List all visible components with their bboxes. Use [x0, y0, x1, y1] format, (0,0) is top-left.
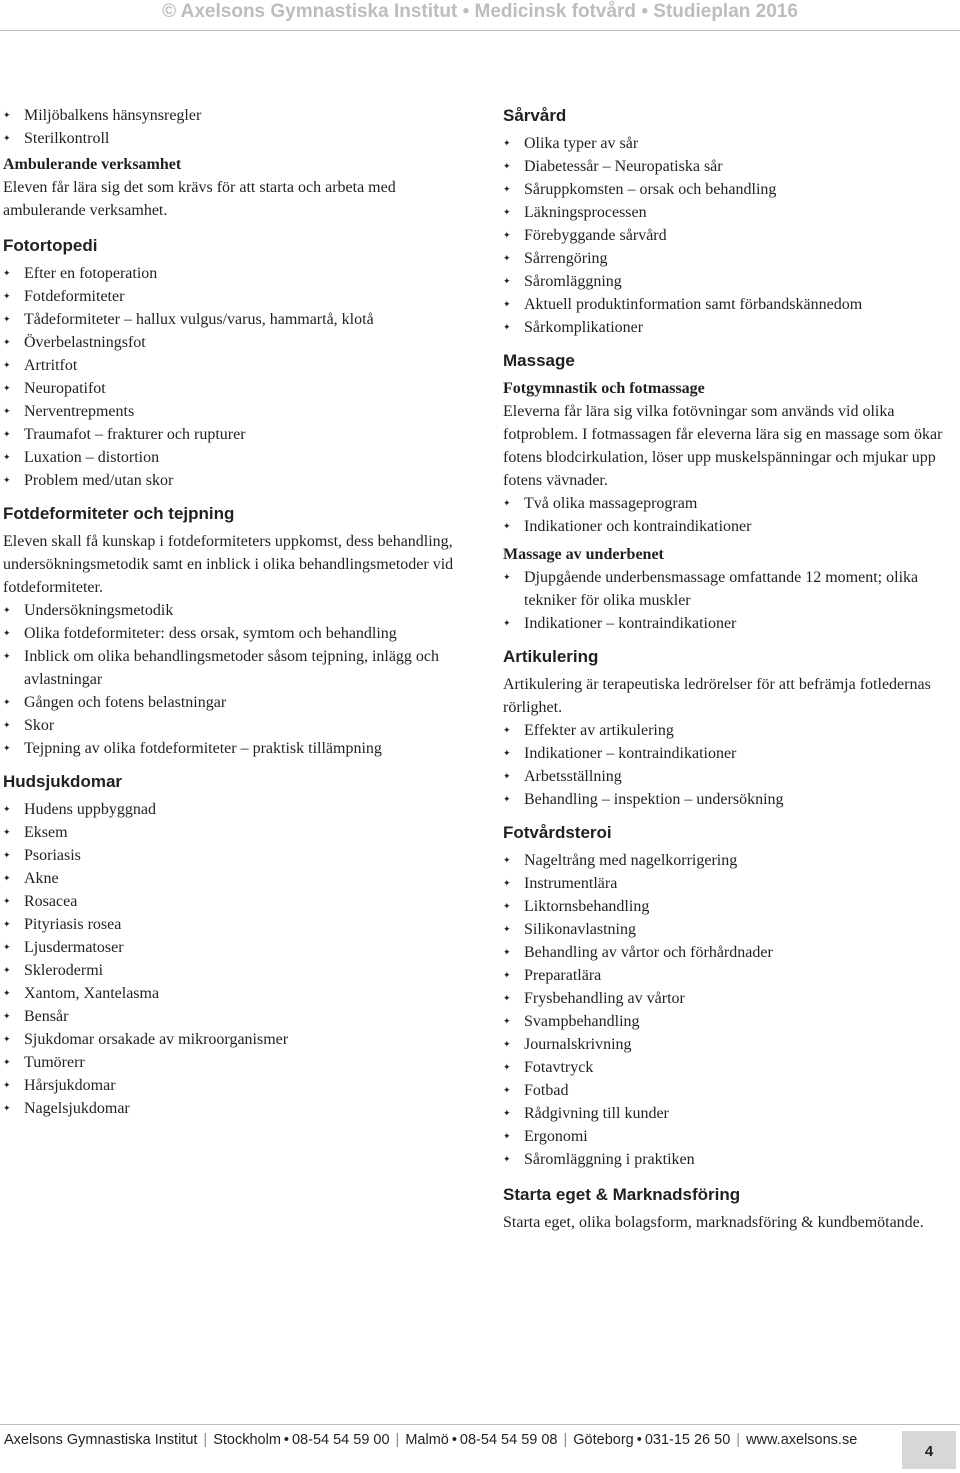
bullet-icon: ✦ [3, 268, 11, 278]
fotvardsteroi-heading: Fotvårdsteroi [503, 823, 612, 842]
artikulering-list [503, 719, 948, 811]
header-dot: • [641, 1, 648, 22]
list-item [503, 941, 948, 964]
list-item [503, 765, 948, 788]
list-item [503, 872, 948, 895]
list-item-text: Diabetessår – Neuropatiska sår [524, 158, 723, 175]
artikulering-text: Artikulering är terapeutiska ledrörelser för att befrämja fotledernas rörlighet. [503, 676, 931, 716]
bullet-icon: ✦ [3, 743, 11, 753]
list-item-text: Såruppkomsten – orsak och behandling [524, 181, 777, 198]
bullet-icon: ✦ [503, 1108, 511, 1118]
fotortopedi-heading: Fotortopedi [3, 236, 98, 255]
bullet-icon: ✦ [503, 138, 511, 148]
footer-website[interactable]: www.axelsons.se [746, 1432, 858, 1448]
list-item [3, 446, 473, 469]
list-item [3, 890, 473, 913]
bullet-icon: ✦ [3, 383, 11, 393]
bullet-icon: ✦ [3, 628, 11, 638]
massage-list [503, 492, 948, 538]
footer-malmo: Malmö [405, 1432, 449, 1448]
list-item [503, 964, 948, 987]
list-item-text: Instrumentlära [524, 875, 618, 892]
list-item-text: Läkningsprocessen [524, 204, 647, 221]
bullet-icon: ✦ [3, 919, 11, 929]
fotortopedi-list [3, 262, 473, 492]
list-item-text: Bensår [24, 1008, 69, 1025]
list-item-text: Tejpning av olika fotdeformiteter – praktisk tillämpning [24, 740, 382, 757]
bullet-icon: ✦ [3, 965, 11, 975]
bullet-icon: ✦ [503, 521, 511, 531]
list-item-text: Fotbad [524, 1082, 569, 1099]
list-item [3, 308, 473, 331]
list-item [3, 1051, 473, 1074]
list-item-text: Skor [24, 717, 55, 734]
ambulerande-heading: Ambulerande verksamhet [3, 156, 182, 173]
list-item [3, 913, 473, 936]
bullet-icon: ✦ [503, 878, 511, 888]
list-item-text: Rådgivning till kunder [524, 1105, 669, 1122]
footer-dot: • [451, 1432, 457, 1448]
massage-heading: Massage [503, 351, 575, 370]
bullet-icon: ✦ [3, 1080, 11, 1090]
list-item [503, 918, 948, 941]
list-item-text: Behandling – inspektion – undersökning [524, 791, 784, 808]
bullet-icon: ✦ [503, 184, 511, 194]
bullet-icon: ✦ [3, 896, 11, 906]
list-item-text: Sklerodermi [24, 962, 104, 979]
intro-list [3, 104, 473, 150]
bullet-icon: ✦ [503, 299, 511, 309]
fotvardsteroi-list [503, 849, 948, 1171]
ambulerande-text: Eleven får lära sig det som krävs för att starta och arbeta med ambulerande verksamhet. [3, 179, 396, 219]
list-item-text: Undersökningsmetodik [24, 602, 174, 619]
footer-separator: | [395, 1432, 400, 1448]
list-item [3, 354, 473, 377]
list-item-text: Sårrengöring [524, 250, 608, 267]
artikulering-heading: Artikulering [503, 647, 599, 666]
list-item-text: Indikationer – kontraindikationer [524, 745, 737, 762]
list-item [503, 492, 948, 515]
list-item-text: Nageltrång med nagelkorrigering [524, 852, 738, 869]
list-item [3, 691, 473, 714]
list-item [3, 1005, 473, 1028]
list-item [3, 798, 473, 821]
list-item-text: Indikationer – kontraindikationer [524, 615, 737, 632]
starta-heading: Starta eget & Marknadsföring [503, 1185, 741, 1204]
page-number: 4 [902, 1431, 956, 1469]
list-item [503, 1033, 948, 1056]
list-item [3, 959, 473, 982]
header-plan: Studieplan 2016 [653, 1, 798, 22]
list-item-text: Luxation – distortion [24, 449, 160, 466]
bullet-icon: ✦ [503, 993, 511, 1003]
bullet-icon: ✦ [3, 720, 11, 730]
list-item-text: Sjukdomar orsakade av mikroorganismer [24, 1031, 289, 1048]
list-item-text: Ljusdermatoser [24, 939, 124, 956]
list-item-text: Rosacea [24, 893, 78, 910]
bullet-icon: ✦ [503, 771, 511, 781]
bullet-icon: ✦ [503, 618, 511, 628]
list-item-text: Effekter av artikulering [524, 722, 674, 739]
list-item [3, 423, 473, 446]
list-item-text: Xantom, Xantelasma [24, 985, 160, 1002]
list-item [3, 844, 473, 867]
list-item-text: Miljöbalkens hänsynsregler [24, 107, 202, 124]
list-item-text: Aktuell produktinformation samt förbandskännedom [524, 296, 863, 313]
list-item [3, 936, 473, 959]
bullet-icon: ✦ [503, 970, 511, 980]
bullet-icon: ✦ [3, 291, 11, 301]
bullet-icon: ✦ [3, 360, 11, 370]
bullet-icon: ✦ [3, 873, 11, 883]
bullet-icon: ✦ [503, 947, 511, 957]
bullet-icon: ✦ [3, 1057, 11, 1067]
list-item [3, 599, 473, 622]
list-item-text: Problem med/utan skor [24, 472, 174, 489]
list-item [503, 1010, 948, 1033]
list-item-text: Pityriasis rosea [24, 916, 122, 933]
list-item [503, 1056, 948, 1079]
bullet-icon: ✦ [503, 230, 511, 240]
list-item-text: Hårsjukdomar [24, 1077, 116, 1094]
sarvard-list [503, 132, 948, 339]
list-item-text: Sårkomplikationer [524, 319, 644, 336]
list-item-text: Överbelastningsfot [24, 334, 146, 351]
list-item-text: Såromläggning [524, 273, 622, 290]
bullet-icon: ✦ [3, 133, 11, 143]
list-item [503, 612, 948, 635]
header-copyright: © Axelsons Gymnastiska Institut [162, 1, 458, 22]
list-item [503, 178, 948, 201]
list-item [503, 201, 948, 224]
right-column [503, 104, 948, 1234]
fotdeformiteter-heading: Fotdeformiteter och tejpning [3, 504, 235, 523]
list-item-text: Efter en fotoperation [24, 265, 158, 282]
footer-dot: • [283, 1432, 289, 1448]
bullet-icon: ✦ [503, 161, 511, 171]
list-item-text: Ergonomi [524, 1128, 588, 1145]
bullet-icon: ✦ [503, 572, 511, 582]
bullet-icon: ✦ [503, 322, 511, 332]
list-item [503, 788, 948, 811]
list-item-text: Journalskrivning [524, 1036, 632, 1053]
list-item [3, 127, 473, 150]
list-item [503, 247, 948, 270]
bullet-icon: ✦ [3, 475, 11, 485]
list-item-text: Tumörerr [24, 1054, 85, 1071]
list-item [3, 469, 473, 492]
bullet-icon: ✦ [3, 605, 11, 615]
bullet-icon: ✦ [3, 1034, 11, 1044]
list-item-text: Akne [24, 870, 59, 887]
bullet-icon: ✦ [503, 924, 511, 934]
bullet-icon: ✦ [503, 1016, 511, 1026]
list-item-text: Psoriasis [24, 847, 81, 864]
bullet-icon: ✦ [503, 498, 511, 508]
list-item-text: Frysbehandling av vårtor [524, 990, 685, 1007]
list-item [3, 400, 473, 423]
footer-contact [4, 1432, 857, 1448]
list-item-text: Två olika massageprogram [524, 495, 698, 512]
list-item-text: Indikationer och kontraindikationer [524, 518, 752, 535]
bullet-icon: ✦ [3, 697, 11, 707]
footer-malmo-phone: 08-54 54 59 08 [459, 1432, 558, 1448]
list-item [3, 867, 473, 890]
bullet-icon: ✦ [503, 901, 511, 911]
bullet-icon: ✦ [3, 942, 11, 952]
list-item-text: Silikonavlastning [524, 921, 636, 938]
list-item [3, 622, 473, 645]
bullet-icon: ✦ [3, 452, 11, 462]
list-item [3, 377, 473, 400]
list-item [3, 285, 473, 308]
list-item [3, 821, 473, 844]
fotgymnastik-subheading: Fotgymnastik och fotmassage [503, 380, 705, 397]
bullet-icon: ✦ [503, 725, 511, 735]
list-item-text: Tådeformiteter – hallux vulgus/varus, hammartå, klotå [24, 311, 374, 328]
header-program: Medicinsk fotvård [474, 1, 637, 22]
list-item [503, 1079, 948, 1102]
list-item-text: Djupgående underbensmassage omfattande 12 moment; olika tekniker för olika muskler [524, 569, 919, 609]
fotgymnastik-text: Eleverna får lära sig vilka fotövningar som används vid olika fotproblem. I fotmassagen får eleverna lära sig en massage som ökar fotens blodcirkulation, löser upp muskelspänningar och mjukar upp fotens vävnader. [503, 403, 943, 489]
list-item-text: Inblick om olika behandlingsmetoder såsom tejpning, inlägg och avlastningar [24, 648, 440, 688]
list-item [503, 515, 948, 538]
list-item-text: Gången och fotens belastningar [24, 694, 227, 711]
bullet-icon: ✦ [3, 827, 11, 837]
list-item [3, 331, 473, 354]
list-item-text: Nagelsjukdomar [24, 1100, 130, 1117]
list-item [503, 1125, 948, 1148]
bullet-icon: ✦ [503, 1154, 511, 1164]
fotdeformiteter-text: Eleven skall få kunskap i fotdeformiteters uppkomst, dess behandling, undersökningsmetodik samt en inblick i olika behandlingsmetoder vid fotdeformiteter. [3, 533, 454, 596]
hudsjukdomar-heading: Hudsjukdomar [3, 772, 123, 791]
bullet-icon: ✦ [3, 314, 11, 324]
list-item [503, 987, 948, 1010]
list-item-text: Fotavtryck [524, 1059, 594, 1076]
hudsjukdomar-list [3, 798, 473, 1120]
bullet-icon: ✦ [503, 207, 511, 217]
footer-separator: | [736, 1432, 741, 1448]
bullet-icon: ✦ [503, 748, 511, 758]
bullet-icon: ✦ [3, 110, 11, 120]
list-item [503, 1102, 948, 1125]
list-item-text: Förebyggande sårvård [524, 227, 667, 244]
list-item [503, 132, 948, 155]
list-item [3, 714, 473, 737]
list-item-text: Neuropatifot [24, 380, 106, 397]
list-item-text: Såromläggning i praktiken [524, 1151, 695, 1168]
list-item-text: Liktornsbehandling [524, 898, 650, 915]
bullet-icon: ✦ [503, 253, 511, 263]
underbenet-subheading: Massage av underbenet [503, 546, 664, 563]
list-item [503, 270, 948, 293]
list-item [503, 895, 948, 918]
footer-separator: | [563, 1432, 568, 1448]
list-item [3, 1097, 473, 1120]
list-item [503, 316, 948, 339]
bullet-icon: ✦ [503, 1131, 511, 1141]
list-item-text: Traumafot – frakturer och rupturer [24, 426, 246, 443]
list-item [503, 566, 948, 612]
bullet-icon: ✦ [3, 337, 11, 347]
list-item-text: Eksem [24, 824, 68, 841]
list-item [503, 742, 948, 765]
bullet-icon: ✦ [3, 429, 11, 439]
list-item-text: Olika typer av sår [524, 135, 639, 152]
list-item [3, 262, 473, 285]
bullet-icon: ✦ [3, 988, 11, 998]
footer-goteborg: Göteborg [573, 1432, 634, 1448]
bullet-icon: ✦ [3, 804, 11, 814]
bullet-icon: ✦ [503, 1062, 511, 1072]
underbenet-list [503, 566, 948, 635]
bullet-icon: ✦ [3, 1011, 11, 1021]
list-item [3, 104, 473, 127]
footer-goteborg-phone: 031-15 26 50 [644, 1432, 731, 1448]
starta-text: Starta eget, olika bolagsform, marknadsföring & kundbemötande. [503, 1214, 924, 1231]
bullet-icon: ✦ [503, 276, 511, 286]
list-item-text: Nerventrepments [24, 403, 135, 420]
bullet-icon: ✦ [503, 1039, 511, 1049]
list-item [503, 293, 948, 316]
list-item [503, 719, 948, 742]
bullet-icon: ✦ [3, 651, 11, 661]
list-item-text: Hudens uppbyggnad [24, 801, 156, 818]
page-header [0, 0, 960, 31]
list-item-text: Sterilkontroll [24, 130, 110, 147]
list-item [3, 1028, 473, 1051]
footer-stockholm-phone: 08-54 54 59 00 [291, 1432, 390, 1448]
header-dot: • [462, 1, 470, 22]
list-item [503, 849, 948, 872]
bullet-icon: ✦ [3, 850, 11, 860]
bullet-icon: ✦ [3, 406, 11, 416]
list-item [3, 645, 473, 691]
list-item [3, 1074, 473, 1097]
list-item-text: Preparatlära [524, 967, 602, 984]
bullet-icon: ✦ [503, 1085, 511, 1095]
list-item [503, 224, 948, 247]
list-item [503, 1148, 948, 1171]
list-item [3, 737, 473, 760]
footer-institute: Axelsons Gymnastiska Institut [4, 1432, 198, 1448]
list-item [503, 155, 948, 178]
page-footer [0, 1424, 960, 1469]
list-item-text: Svampbehandling [524, 1013, 640, 1030]
fotdeformiteter-list [3, 599, 473, 760]
bullet-icon: ✦ [3, 1103, 11, 1113]
footer-stockholm: Stockholm [213, 1432, 281, 1448]
list-item-text: Behandling av vårtor och förhårdnader [524, 944, 773, 961]
list-item-text: Fotdeformiteter [24, 288, 125, 305]
list-item-text: Artritfot [24, 357, 78, 374]
bullet-icon: ✦ [503, 794, 511, 804]
left-column [3, 104, 473, 1120]
sarvard-heading: Sårvård [503, 106, 567, 125]
footer-dot: • [636, 1432, 642, 1448]
list-item [3, 982, 473, 1005]
bullet-icon: ✦ [503, 855, 511, 865]
list-item-text: Olika fotdeformiteter: dess orsak, symtom och behandling [24, 625, 397, 642]
list-item-text: Arbetsställning [524, 768, 622, 785]
footer-separator: | [203, 1432, 208, 1448]
